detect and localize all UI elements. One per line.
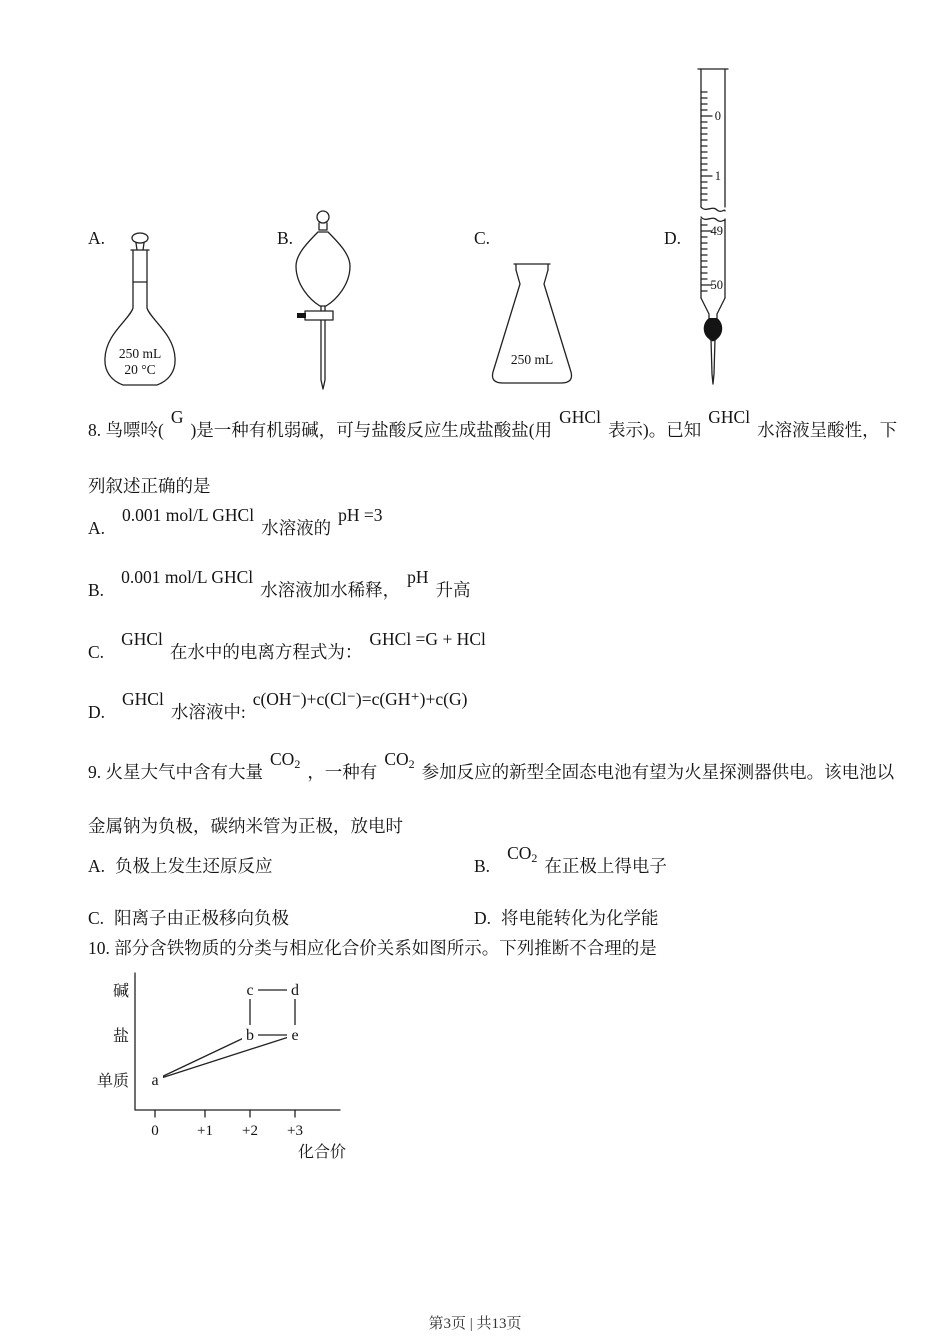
option-text: 水溶液的: [261, 518, 332, 538]
option-text: 升高: [435, 580, 471, 600]
formula: 0.001 mol/L GHCl: [121, 567, 254, 587]
co2-base: CO: [384, 749, 409, 769]
option-label: B.: [474, 856, 491, 876]
q8-option-d: [88, 689, 474, 724]
burette-mark-49: 49: [710, 224, 723, 238]
page-footer: 第3页 | 共13页: [428, 1316, 522, 1332]
q10-stem: 10. 部分含铁物质的分类与相应化合价关系如图所示。下列推断不合理的是: [88, 938, 657, 958]
chart-point-b: b: [246, 1027, 254, 1044]
flask-temp-label: 20 °C: [124, 362, 156, 377]
option-label: C.: [88, 908, 105, 928]
option-text: 在正极上得电子: [544, 856, 667, 876]
formula-ph: pH: [407, 567, 429, 587]
chart-xtick-3: +3: [287, 1123, 303, 1139]
chart-ylabel-danzhi: 单质: [96, 1073, 129, 1090]
burette-mark-1: 1: [714, 169, 721, 183]
option-text: 水溶液加水稀释，: [260, 580, 401, 600]
chart-point-e: e: [291, 1027, 299, 1044]
conical-volume-label: 250 mL: [510, 352, 554, 367]
co2-base: CO: [507, 843, 532, 863]
q9-stem-line1: [88, 749, 895, 785]
apparatus-label-a: A.: [88, 228, 106, 248]
chart-xtick-2: +2: [242, 1123, 258, 1139]
option-label: A.: [88, 856, 106, 876]
q9-option-c: [88, 908, 289, 930]
flask-volume-label: 250 mL: [118, 346, 162, 361]
co2-subscript: 2: [531, 851, 538, 865]
chart-xaxis-label: 化合价: [297, 1144, 347, 1161]
q8-text: 8. 鸟嘌呤(: [88, 420, 164, 440]
q8-stem-line2: 列叙述正确的是: [88, 476, 211, 496]
q9-option-a: [88, 856, 273, 878]
co2-subscript: 2: [294, 757, 301, 771]
apparatus-label-c: C.: [474, 228, 491, 248]
q9-text: ，一种有: [307, 762, 378, 782]
formula-ghcl: GHCl: [121, 629, 163, 649]
q9-option-b: [474, 843, 667, 879]
chart-ylabel-jian: 碱: [112, 983, 129, 1000]
co2-base: CO: [270, 749, 295, 769]
option-label: B.: [88, 580, 105, 600]
formula-co2: [270, 749, 300, 772]
formula-ion-balance: c(OH⁻)+c(Cl⁻)=c(GH⁺)+c(G): [252, 689, 468, 709]
q8-text: )是一种有机弱碱，可与盐酸反应生成盐酸盐(用: [190, 420, 553, 440]
volumetric-flask-figure: [95, 230, 190, 392]
formula-ghcl: GHCl: [559, 407, 601, 427]
formula-co2: [507, 843, 537, 866]
stopcock-handle: [297, 313, 306, 318]
burette-mark-0: 0: [714, 109, 721, 123]
q8-text: 水溶液呈酸性，下: [757, 420, 898, 440]
formula-equation: GHCl =G + HCl: [369, 629, 486, 649]
option-text: 负极上发生还原反应: [115, 856, 273, 876]
option-text: 阳离子由正极移向负极: [114, 908, 290, 928]
q9-option-d: [474, 908, 659, 930]
formula-co2: [384, 749, 414, 772]
q9-text: 9. 火星大气中含有大量: [88, 762, 263, 782]
formula-ghcl: GHCl: [708, 407, 751, 427]
q8-stem-line1: [88, 407, 898, 442]
option-text: 在水中的电离方程式为：: [169, 642, 363, 662]
apparatus-label-b: B.: [277, 228, 294, 248]
q8-option-b: [88, 567, 471, 602]
burette-figure: [688, 66, 738, 388]
q8-text: 表示)。已知: [607, 420, 702, 440]
formula-ghcl: GHCl: [122, 689, 164, 709]
co2-subscript: 2: [408, 757, 415, 771]
chart-point-c: c: [246, 982, 254, 999]
chart-xtick-1: +1: [197, 1123, 213, 1139]
option-text: 水溶液中:: [170, 702, 246, 722]
q8-option-a: [88, 505, 389, 540]
option-label: C.: [88, 642, 105, 662]
q10-valence-chart: [85, 965, 385, 1170]
apparatus-label-d: D.: [664, 228, 682, 248]
chart-ylabel-yan: 盐: [112, 1028, 129, 1045]
formula: 0.001 mol/L GHCl: [122, 505, 255, 525]
burette-stopcock: [704, 318, 723, 341]
chart-xtick-0: 0: [151, 1123, 159, 1139]
formula-g: G: [170, 407, 184, 427]
burette-mark-50: 50: [710, 278, 723, 292]
q9-stem-line2: 金属钠为负极，碳纳米管为正极，放电时: [88, 816, 403, 836]
chart-point-a: a: [151, 1072, 159, 1089]
conical-flask-figure: [486, 260, 578, 392]
chart-point-d: d: [291, 982, 299, 999]
option-text: 将电能转化为化学能: [501, 908, 659, 928]
option-label: A.: [88, 518, 106, 538]
formula-ph: pH =3: [338, 505, 383, 525]
q9-text: 参加反应的新型全固态电池有望为火星探测器供电。该电池以: [421, 762, 895, 782]
option-label: D.: [88, 702, 106, 722]
separating-funnel-figure: [290, 208, 360, 393]
q8-option-c: [88, 629, 493, 664]
option-label: D.: [474, 908, 492, 928]
